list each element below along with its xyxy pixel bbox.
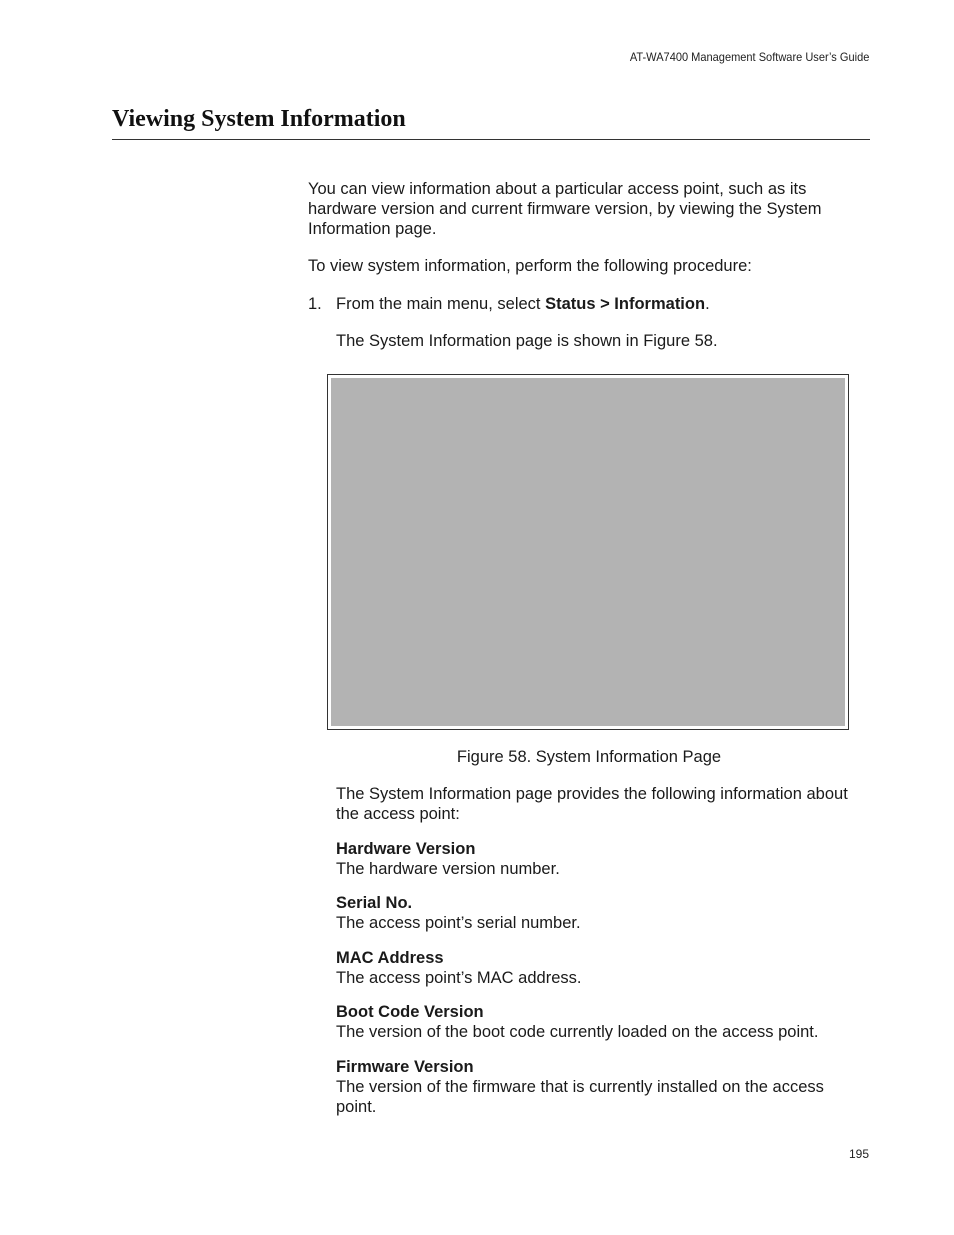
step-text [336,294,710,314]
field-description: The version of the firmware that is currently installed on the access [336,1078,824,1096]
figure-frame [327,374,849,730]
field-name: Hardware Version [336,840,476,858]
field-name: Boot Code Version [336,1003,484,1021]
menu-path: Status > Information [545,295,706,313]
step-text-after: . [705,295,710,313]
field-boot-code-version [336,1002,870,1042]
details-intro [336,784,870,824]
field-mac-address [336,948,870,988]
details-intro-line: The System Information page provides the following information about [336,785,848,803]
running-header: AT-WA7400 Management Software User’s Guide [629,50,869,64]
field-name: Firmware Version [336,1058,474,1076]
field-name: Serial No. [336,894,413,912]
figure-caption: Figure 58. System Information Page [456,748,722,766]
field-hardware-version [336,839,870,879]
intro-line: hardware version and current firmware version, by viewing the System [308,200,822,218]
step-text-before: From the main menu, select [336,295,546,313]
section-title: Viewing System Information [112,106,406,132]
field-name: MAC Address [336,949,444,967]
intro-paragraph [308,179,870,239]
intro-line: Information page. [308,220,437,238]
field-firmware-version [336,1057,870,1117]
step-number: 1. [308,295,322,313]
field-description: The hardware version number. [336,860,560,878]
field-description: The access point’s serial number. [336,914,581,932]
field-description: The version of the boot code currently loaded on the access point. [336,1023,819,1041]
field-description: The access point’s MAC address. [336,969,582,987]
field-description: point. [336,1098,377,1116]
details-intro-line: the access point: [336,805,460,823]
title-rule [112,139,870,140]
field-serial-no [336,893,870,933]
step-note: The System Information page is shown in Figure 58. [336,332,718,350]
procedure-intro: To view system information, perform the following procedure: [308,257,752,275]
figure-image-placeholder [331,378,845,726]
intro-line: You can view information about a particular access point, such as its [308,180,807,198]
page-number: 195 [848,1147,869,1161]
